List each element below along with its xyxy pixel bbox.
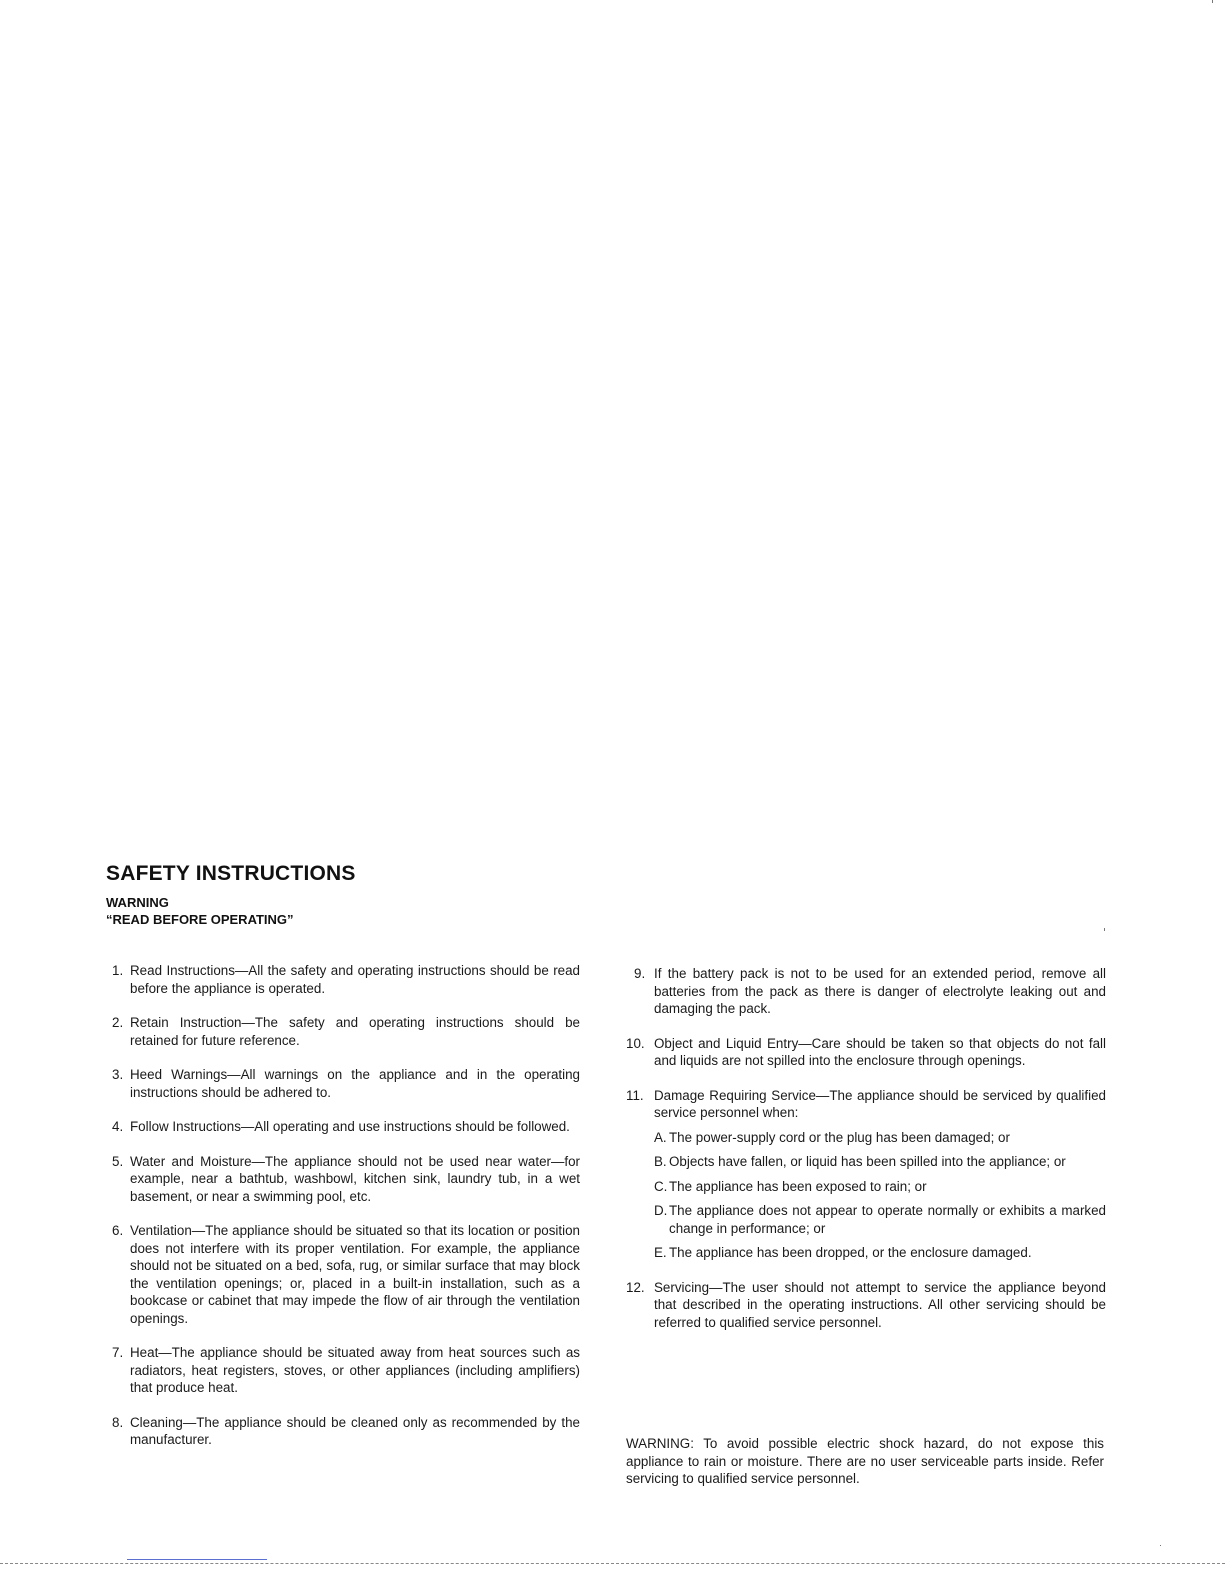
item-text: Retain Instruction—The safety and operating instructions should be retained for future reference. [130,1015,580,1048]
item-text: Servicing—The user should not attempt to service the appliance beyond that described in the operating instructions. All other servicing should be referred to qualified service personnel. [654,1279,1106,1330]
instruction-item [626,1035,1106,1070]
sub-item-text: The appliance has been dropped, or the enclosure damaged. [669,1245,1032,1260]
item-text: Cleaning—The appliance should be cleaned only as recommended by the manufacturer. [130,1414,580,1447]
sub-item-letter: B. [654,1154,667,1169]
item-number: 7. [112,1345,124,1360]
sub-item-text: The appliance does not appear to operate normally or exhibits a marked change in performance; or [669,1203,1106,1236]
left-column [112,962,580,1466]
instruction-item [112,1153,580,1206]
item-text: Water and Moisture—The appliance should not be used near water—for example, near a bathtub, washbowl, kitchen sink, laundry tub, in a wet basement, or near a swimming pool, etc. [130,1153,580,1204]
item-number: 4. [112,1119,124,1134]
sub-item-letter: E. [654,1245,667,1260]
item-text: If the battery pack is not to be used for an extended period, remove all batteries from the pack as there is danger of electrolyte leaking out and damaging the pack. [654,966,1106,1016]
sub-item-text: Objects have fallen, or liquid has been spilled into the appliance; or [669,1154,1066,1169]
sub-item-text: The appliance has been exposed to rain; or [669,1178,927,1194]
instruction-item [112,1118,580,1136]
sub-item [654,1153,1106,1171]
item-number: 11. [626,1087,644,1103]
item-number: 12. [626,1279,645,1295]
item-number: 5. [112,1153,124,1169]
item-number: 1. [112,963,124,978]
sub-item [654,1202,1106,1237]
electric-shock-warning: WARNING: To avoid possible electric shock hazard, do not expose this appliance to rain or moisture. There are no user serviceable parts inside. Refer servicing to qualified service personnel. [626,1436,1104,1486]
instruction-item [112,962,580,997]
instruction-item [112,1414,580,1449]
right-column [626,965,1106,1348]
instruction-item [626,1087,1106,1262]
sub-item [654,1244,1106,1262]
sub-item-letter: C. [654,1178,668,1194]
instruction-item [626,965,1106,1018]
read-before-operating: “READ BEFORE OPERATING” [106,912,294,927]
item-number: 3. [112,1067,124,1082]
instruction-item [112,1222,580,1327]
page-title: SAFETY INSTRUCTIONS [106,862,356,885]
item-number: 9. [634,966,646,981]
scan-speck [1160,1545,1161,1546]
item-text: Heed Warnings—All warnings on the appliance and in the operating instructions should be adhered to. [130,1067,580,1100]
scan-speck [1104,928,1105,931]
instruction-item [112,1066,580,1101]
sub-item [654,1178,1106,1196]
item-text: Ventilation—The appliance should be situated so that its location or position does not interfere with its proper ventilation. For example, the appliance should not be situated on a bed, sofa, rug, or similar surface that may block the ventilation openings; or, placed in a built-in installation, such as a bookcase or cabinet that may impede the flow of air through the ventilation openings. [130,1223,580,1326]
warning-label: WARNING [106,895,169,910]
item-text: Damage Requiring Service—The appliance should be serviced by qualified service personnel when: [654,1087,1106,1120]
bottom-mark [127,1559,267,1560]
item-number: 8. [112,1414,124,1430]
item-text: Follow Instructions—All operating and use instructions should be followed. [130,1119,570,1134]
scan-speck [1212,0,1213,3]
sub-item-letter: D. [654,1203,668,1218]
item-text: Read Instructions—All the safety and operating instructions should be read before the appliance is operated. [130,963,580,996]
sub-item-letter: A. [654,1129,667,1145]
item-number: 6. [112,1223,124,1238]
instruction-item [626,1279,1106,1332]
item-number: 10. [626,1035,645,1051]
instruction-item [112,1014,580,1049]
bottom-rule [0,1563,1225,1564]
sub-item [654,1129,1106,1147]
item-text: Heat—The appliance should be situated away from heat sources such as radiators, heat registers, stoves, or other appliances (including amplifiers) that produce heat. [130,1345,580,1395]
item-number: 2. [112,1015,124,1030]
item-text: Object and Liquid Entry—Care should be taken so that objects do not fall and liquids are not spilled into the enclosure through openings. [654,1035,1106,1068]
instruction-item [112,1344,580,1397]
sub-item-text: The power-supply cord or the plug has been damaged; or [669,1129,1010,1145]
